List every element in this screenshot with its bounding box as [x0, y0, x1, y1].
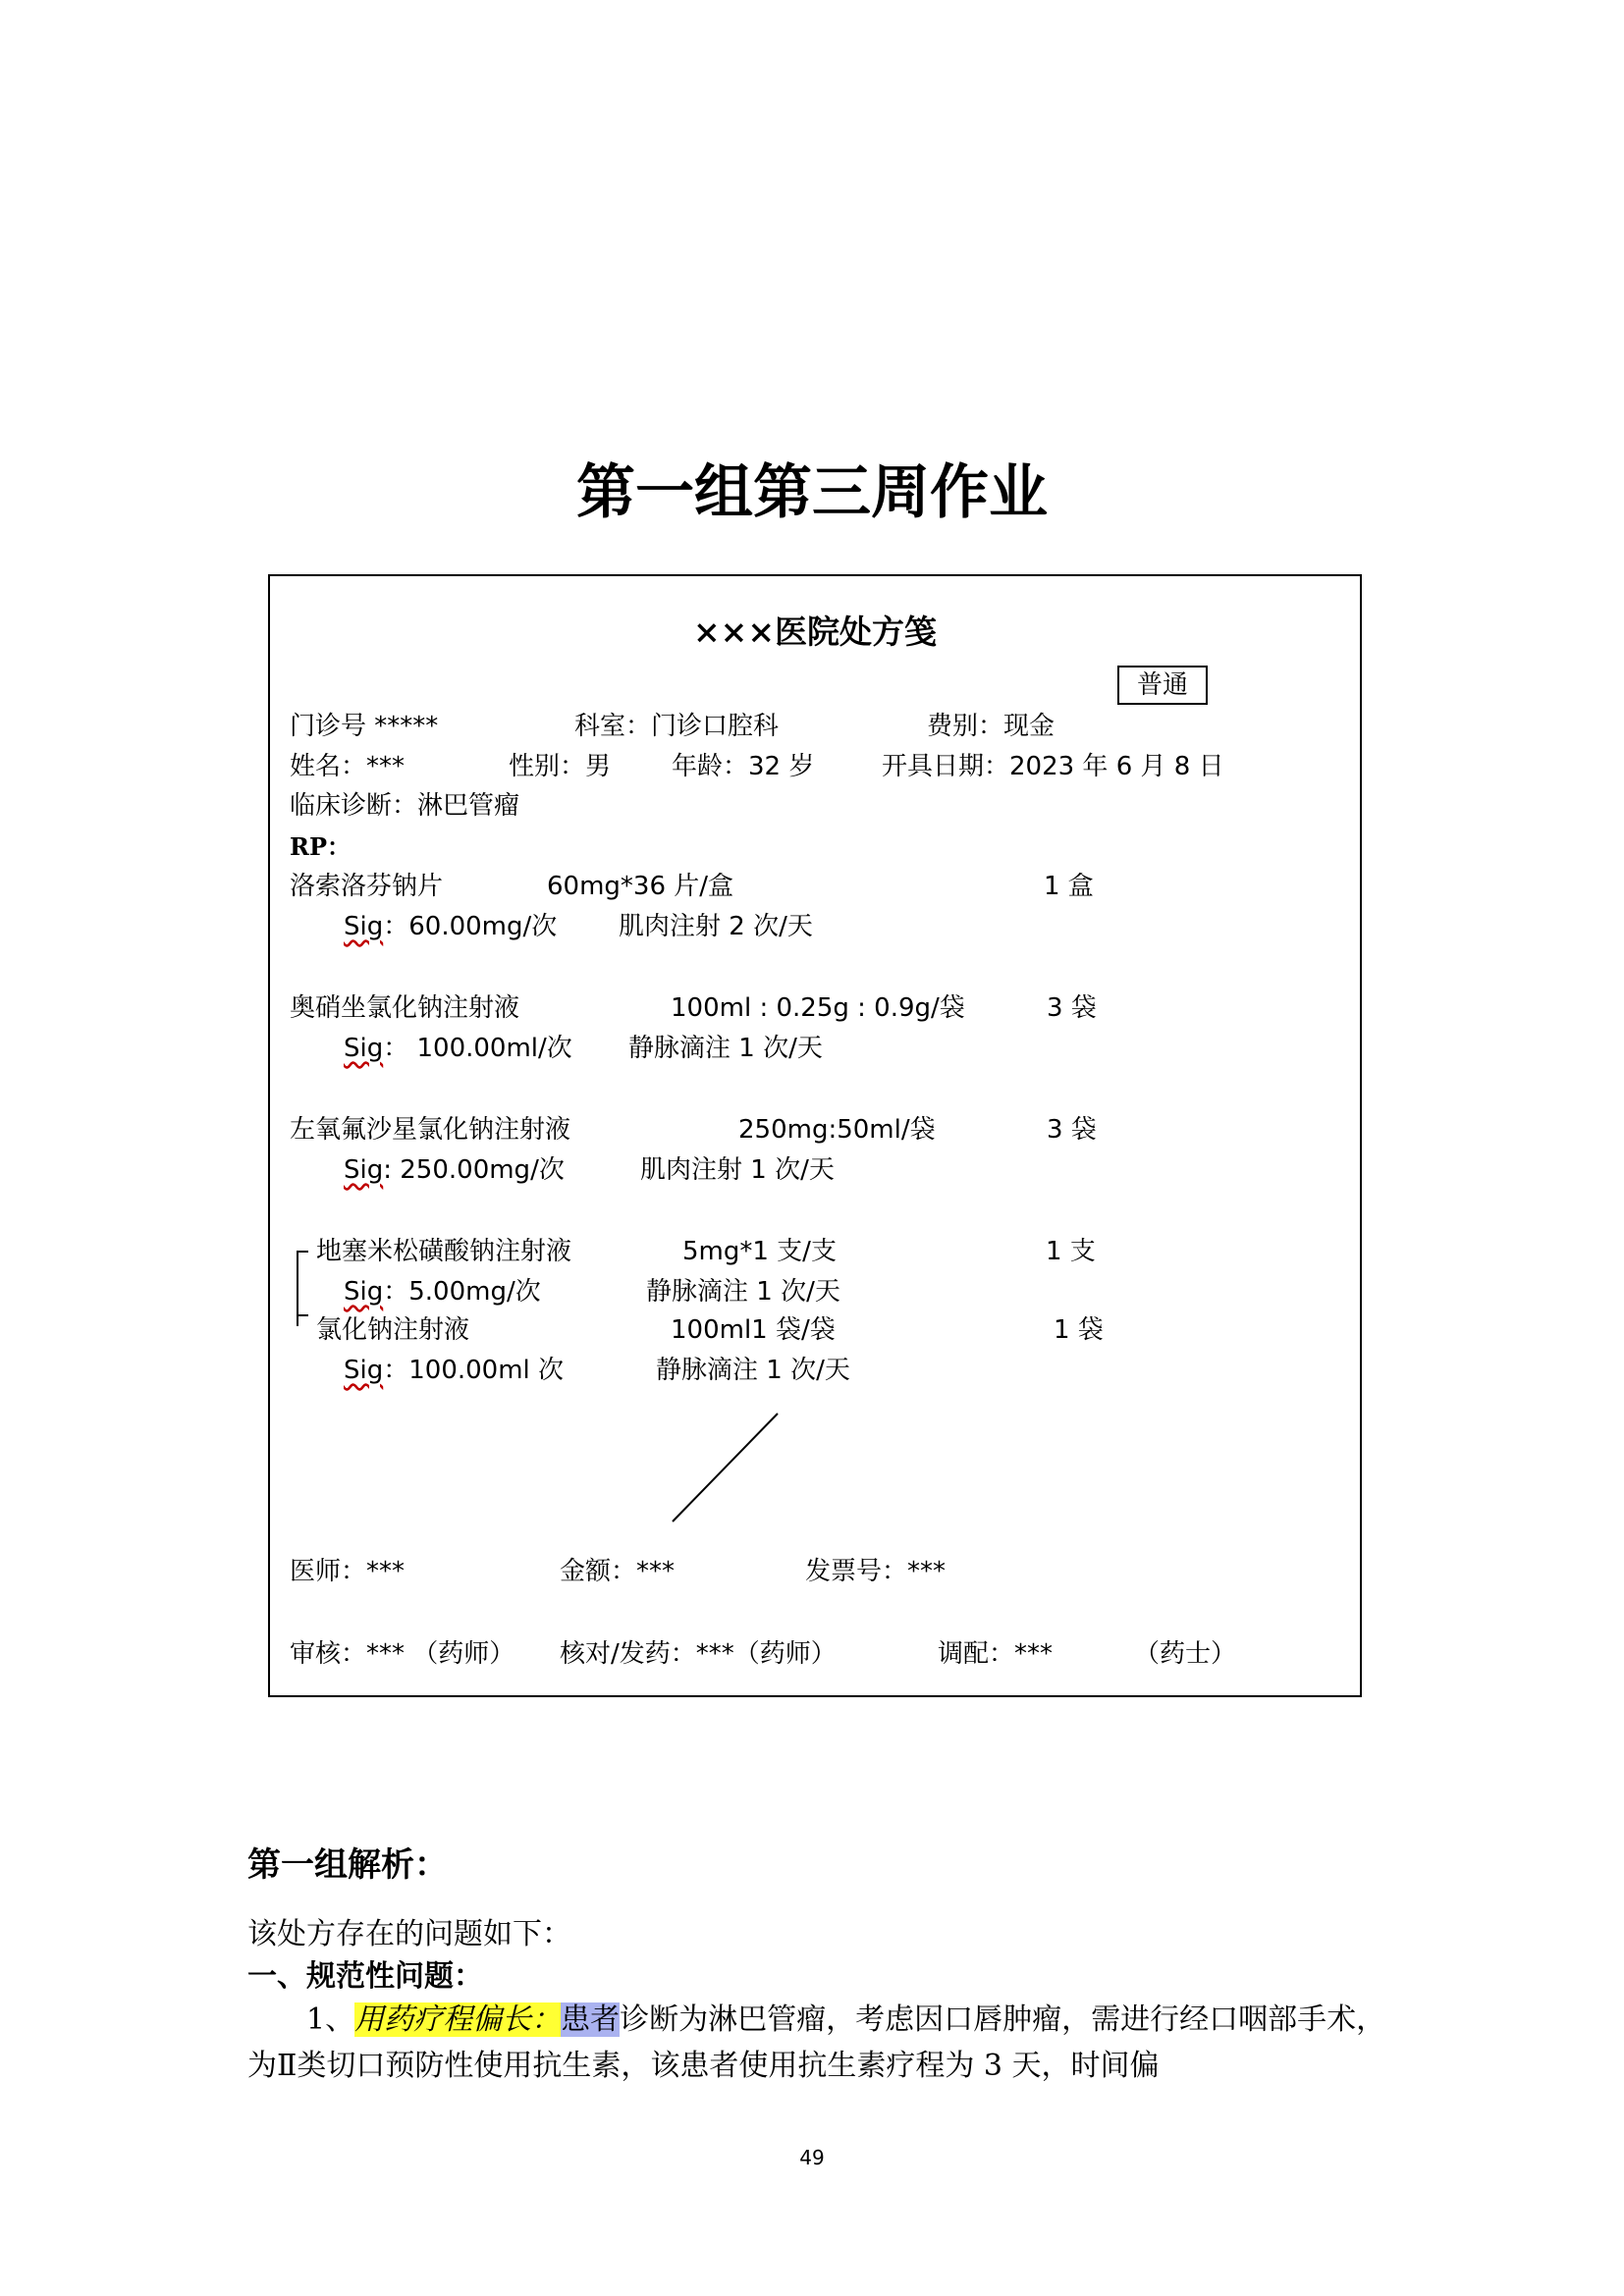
outpatient-number: 门诊号 ***** [290, 712, 439, 741]
drug-dose: : 250.00mg/次 [383, 1155, 565, 1185]
drug-name: 奥硝坐氯化钠注射液 [290, 993, 520, 1023]
item-text: 诊断为淋巴管瘤，考虑因口唇肿瘤，需进行经口咽部手术，为Ⅱ类切口预防性使用抗生素，该患者使用抗生素疗程为 3 天，时间偏 [247, 2002, 1386, 2083]
department: 科室：门诊口腔科 [574, 712, 780, 741]
clinical-diagnosis: 临床诊断：淋巴管瘤 [290, 791, 520, 821]
drug-name: 氯化钠注射液 [316, 1315, 470, 1345]
drug-dose: ：60.00mg/次 [383, 912, 558, 941]
checker: 核对/发药：***（药师） [560, 1639, 837, 1669]
dispenser: 调配：*** [938, 1639, 1054, 1669]
section-heading: 一、规范性问题： [247, 1959, 483, 1994]
page-number: 49 [799, 2146, 825, 2169]
invoice-number: 发票号：*** [805, 1557, 947, 1586]
drug-route: 静脉滴注 1 次/天 [646, 1277, 840, 1307]
patient-age: 年龄：32 岁 [672, 752, 815, 781]
drug-quantity: 3 袋 [1047, 1115, 1097, 1145]
drug-quantity: 1 袋 [1054, 1315, 1104, 1345]
drug-quantity: 3 袋 [1047, 993, 1097, 1023]
sig-label: Sig [344, 912, 384, 941]
sig-label: Sig [344, 1356, 384, 1385]
drug-spec: 250mg:50ml/袋 [738, 1115, 936, 1145]
doctor: 医师：*** [290, 1557, 406, 1586]
hospital-title: ×××医院处方笺 [693, 613, 937, 651]
rp-label: RP： [290, 832, 351, 861]
prescription-form [268, 574, 1362, 1697]
patient-name: 姓名：*** [290, 752, 406, 781]
drug-dose: ：5.00mg/次 [383, 1277, 541, 1307]
analysis-intro: 该处方存在的问题如下： [247, 1917, 571, 1951]
highlighted-word: 患者 [561, 2002, 621, 2037]
drug-spec: 5mg*1 支/支 [682, 1237, 837, 1266]
drug-route: 静脉滴注 1 次/天 [628, 1034, 823, 1063]
drug-dose: ：100.00ml 次 [383, 1356, 565, 1385]
fee-type: 费别：现金 [927, 712, 1056, 741]
drug-name: 洛索洛芬钠片 [290, 872, 444, 901]
analysis-heading: 第一组解析： [247, 1845, 448, 1885]
drug-spec: 60mg*36 片/盒 [547, 872, 734, 901]
drug-route: 肌肉注射 1 次/天 [640, 1155, 835, 1185]
item-title: 用药疗程偏长： [354, 2002, 562, 2037]
item-number: 1、 [306, 2002, 355, 2037]
sig-label: Sig [344, 1034, 384, 1063]
reviewer: 审核：*** （药师） [290, 1639, 515, 1669]
prescription-type-badge: 普通 [1117, 666, 1208, 705]
closing-slash-line [270, 576, 1360, 1695]
drug-name: 地塞米松磺酸钠注射液 [316, 1237, 572, 1266]
issue-date: 开具日期：2023 年 6 月 8 日 [882, 752, 1224, 781]
drug-quantity: 1 盒 [1044, 872, 1094, 901]
drug-spec: 100ml : 0.25g : 0.9g/袋 [671, 993, 965, 1023]
amount: 金额：*** [560, 1557, 676, 1586]
sig-label: Sig [344, 1155, 384, 1185]
analysis-paragraph [247, 1997, 1386, 2089]
drug-dose: ： 100.00ml/次 [383, 1034, 572, 1063]
drug-quantity: 1 支 [1046, 1237, 1096, 1266]
drug-name: 左氧氟沙星氯化钠注射液 [290, 1115, 571, 1145]
patient-sex: 性别：男 [509, 752, 612, 781]
drug-spec: 100ml1 袋/袋 [671, 1315, 836, 1345]
sig-label: Sig [344, 1277, 384, 1307]
drug-route: 肌肉注射 2 次/天 [619, 912, 813, 941]
drug-route: 静脉滴注 1 次/天 [656, 1356, 850, 1385]
dispenser-role: （药士） [1134, 1639, 1237, 1669]
page-title: 第一组第三周作业 [576, 458, 1048, 527]
